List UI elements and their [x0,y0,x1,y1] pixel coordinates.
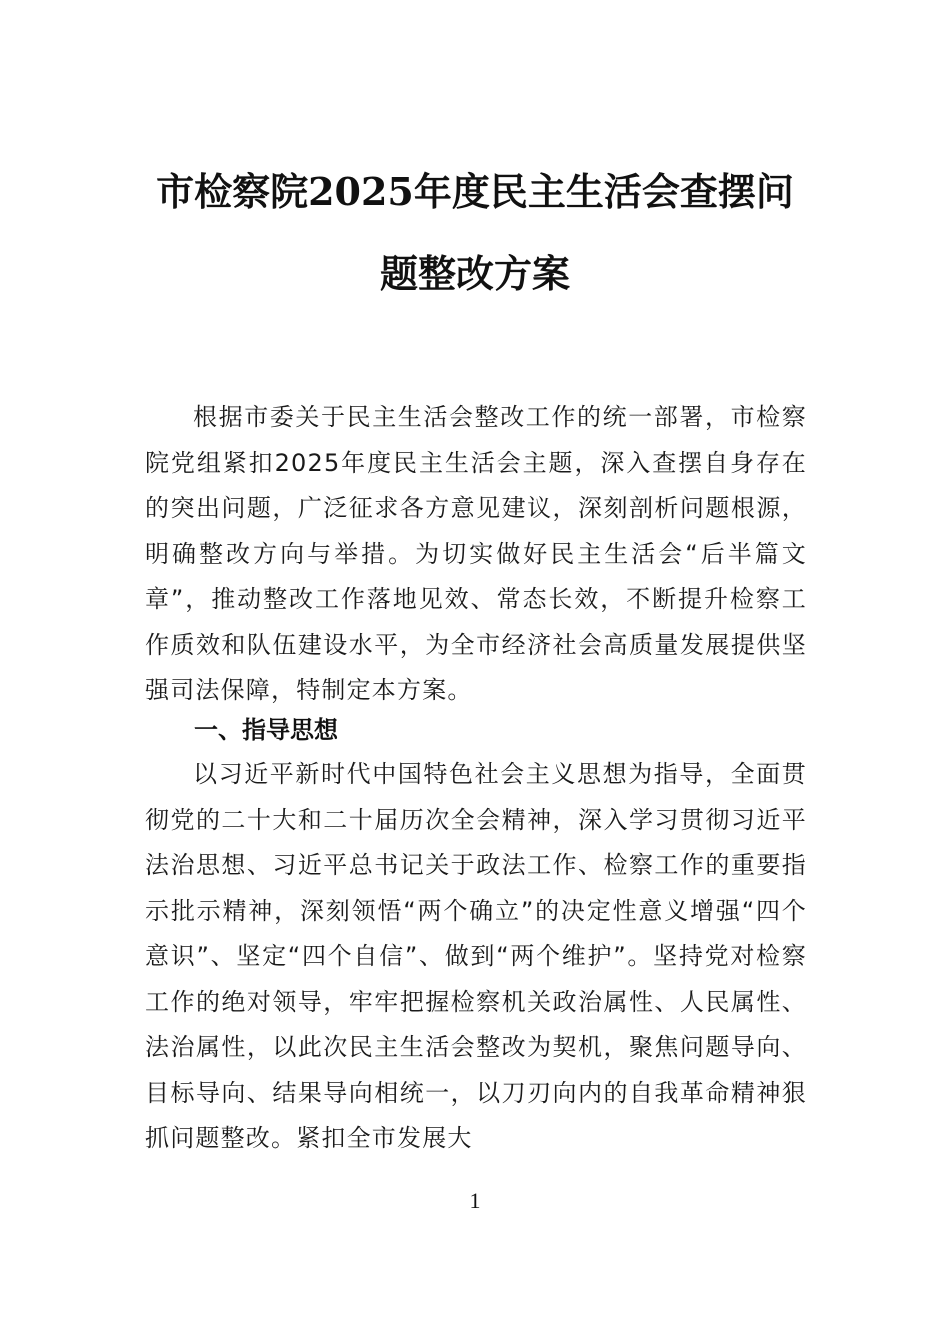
section-paragraph: 以习近平新时代中国特色社会主义思想为指导，全面贯彻党的二十大和二十届历次全会精神，深入学习贯彻习近平法治思想、习近平总书记关于政法工作、检察工作的重要指示批示精神，深刻领悟“两个确立”的决定性意义增强“四个意识”、坚定“四个自信”、做到“两个维护”。坚持党对检察工作的绝对领导，牢牢把握检察机关政治属性、人民属性、法治属性，以此次民主生活会整改为契机，聚焦问题导向、目标导向、结果导向相统一，以刀刃向内的自我革命精神狠抓问题整改。紧扣全市发展大 [145,760,807,1152]
intro-paragraph: 根据市委关于民主生活会整改工作的统一部署，市检察院党组紧扣2025年度民主生活会主题，深入查摆自身存在的突出问题，广泛征求各方意见建议，深刻剖析问题根源，明确整改方向与举措。为切实做好民主生活会“后半篇文章”，推动整改工作落地见效、常态长效，不断提升检察工作质效和队伍建设水平，为全市经济社会高质量发展提供坚强司法保障，特制定本方案。 [145,403,807,704]
document-title: 市检察院2025年度民主生活会查摆问题整改方案 [156,169,794,296]
page-number: 1 [469,1188,481,1213]
section-heading: 一、指导思想 [194,716,338,744]
